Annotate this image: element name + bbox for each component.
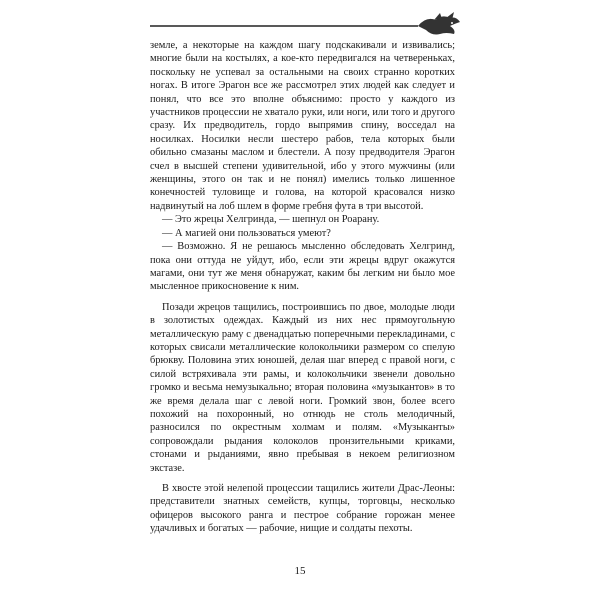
dragon-ornament-icon — [150, 12, 462, 40]
paragraph: Позади жрецов тащились, построившись по двое, молодые люди в золотистых одеждах. Каждый из них нес прямоугольную металлическую раму с двенадцатью поперечными перекладинами, с которых свисали металлические колокольчики размером со спелую брюкву. Половина этих юношей, делая шаг вперед с правой ноги, с силой встряхивала эти рамы, и колокольчики звенели довольно громко и весьма немузыкально; вторая половина «музыкантов» в то же время делала шаг с левой ноги. Громкий звон, более всего похожий на похоронный, но отнюдь не столь мелодичный, разносился по окрестным холмам и полям. «Музыканты» сопровождали рыдания колоколов пронзительными криками, стонами и рыданиями, явно пребывая в некоем религиозном экстазе. — [150, 301, 455, 474]
paragraph: В хвосте этой нелепой процессии тащились жители Драс-Леоны: представители знатных семейств, купцы, торговцы, несколько офицеров высокого ранга и пестрое собрание горожан менее удачливых и богатых — рабочие, нищие и солдаты пехоты. — [150, 483, 455, 535]
paragraph: земле, а некоторые на каждом шагу подскакивали и извивались; многие были на костылях, а кое-кто передвигался на четвереньках, поскольку не успевал за остальными на своих странно коротких ногах. В итоге Эрагон все же рассмотрел этих людей как следует и понял, что все это вполне объяснимо: просто у каждого из участников процессии не хватало руки, или ноги, или того и другого сразу. Их предводитель, гордо выпрямив спину, восседал на носилках. Носилки несли шестеро рабов, тела которых были обильно смазаны маслом и блестели. А позу предводителя Эрагон счел в высшей степени удивительной, ибо у этого мужчины (или женщины, этого он так и не понял) имелись только лишенное конечностей туловище и голова, на которой красовался низко надвинутый на лоб шлем в форме гребня фута в три высотой. — [150, 40, 455, 212]
dialogue-line: — Это жрецы Хелгринда, — шепнул он Роарану. — [162, 214, 380, 226]
page-header-ornament — [150, 12, 462, 40]
body-text — [150, 39, 455, 536]
dialogue-line: — А магией они пользоваться умеют? — [162, 227, 331, 239]
dialogue-line: — Возможно. Я не решаюсь мысленно обследовать Хелгринд, пока они оттуда не уйдут, ибо, если эти жрецы вдруг окажутся магами, они тут же меня обнаружат, каким бы легким ни было мое мысленное прикосновение к ним. — [150, 241, 455, 293]
page-number: 15 — [294, 565, 306, 577]
